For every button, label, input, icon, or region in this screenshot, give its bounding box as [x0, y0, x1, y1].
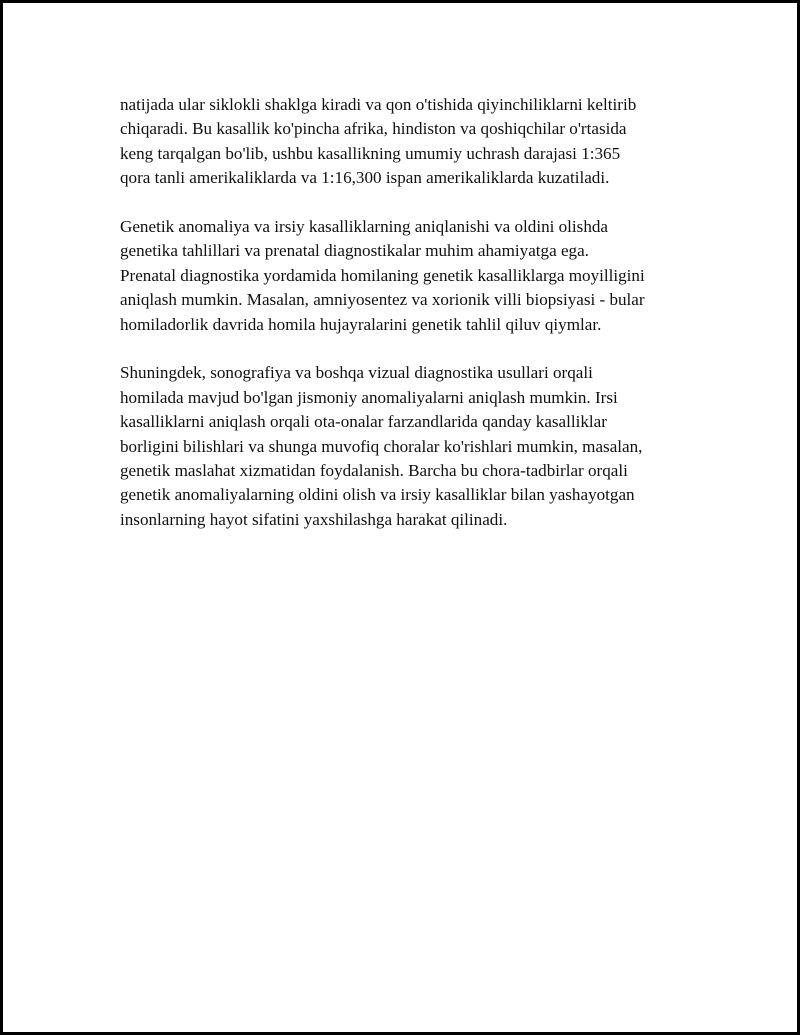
text-line: kasalliklarni aniqlash orqali ota-onalar farzandlarida qanday kasalliklar: [120, 412, 607, 432]
text-line: qora tanli amerikaliklarda va 1:16,300 ispan amerikaliklarda kuzatiladi.: [120, 168, 610, 188]
document-body: [120, 93, 710, 557]
paragraph-3: [120, 361, 710, 532]
text-line: natijada ular siklokli shaklga kiradi va qon o'tishida qiyinchiliklarni keltirib: [120, 95, 637, 114]
text-line: Prenatal diagnostika yordamida homilaning genetik kasalliklarga moyilligini: [120, 265, 645, 285]
text-line: keng tarqalgan bo'lib, ushbu kasallikning umumiy uchrash darajasi 1:365: [120, 143, 621, 163]
text-line: Genetik anomaliya va irsiy kasalliklarning aniqlanishi va oldini olishda: [120, 217, 609, 237]
paragraph-2: [120, 215, 710, 337]
paragraph-1: [120, 93, 710, 191]
text-line: genetik anomaliyalarning oldini olish va irsiy kasalliklar bilan yashayotgan: [120, 485, 635, 505]
text-line: homilada mavjud bo'lgan jismoniy anomaliyalarni aniqlash mumkin. Irsi: [120, 387, 618, 407]
text-line: chiqaradi. Bu kasallik ko'pincha afrika, hindiston va qoshiqchilar o'rtasida: [120, 119, 627, 139]
text-line: borligini bilishlari va shunga muvofiq choralar ko'rishlari mumkin, masalan,: [120, 436, 643, 456]
text-line: homiladorlik davrida homila hujayralarini genetik tahlil qiluv qiymlar.: [120, 314, 602, 334]
text-line: aniqlash mumkin. Masalan, amniyosentez va xorionik villi biopsiyasi - bular: [120, 290, 645, 310]
text-line: genetik maslahat xizmatidan foydalanish. Barcha bu chora-tadbirlar orqali: [120, 461, 628, 481]
text-line: genetika tahlillari va prenatal diagnostikalar muhim ahamiyatga ega.: [120, 241, 589, 261]
text-line: insonlarning hayot sifatini yaxshilashga harakat qilinadi.: [120, 509, 508, 529]
text-line: Shuningdek, sonografiya va boshqa vizual diagnostika usullari orqali: [120, 363, 593, 383]
